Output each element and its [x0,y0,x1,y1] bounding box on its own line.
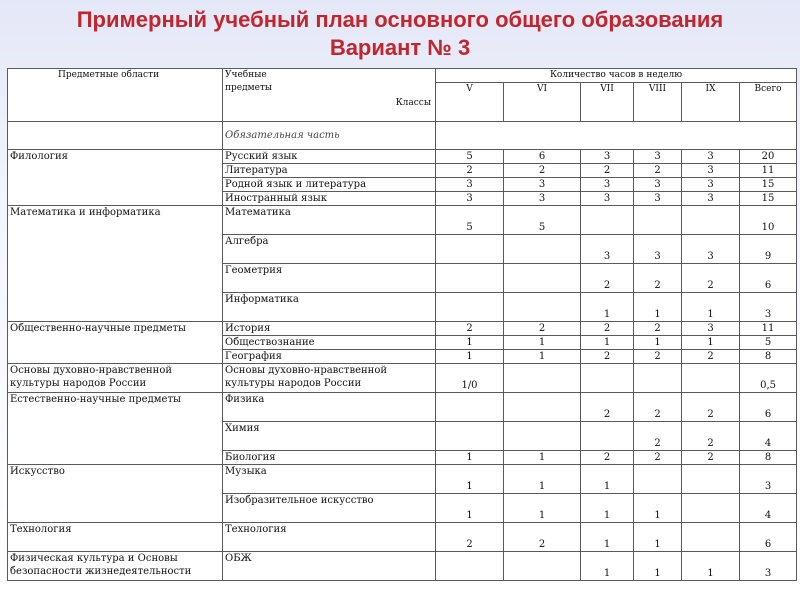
subject-area-cell: Естественно-научные предметы [8,393,223,465]
hours-cell: 1 [634,293,682,322]
hours-cell: 2 [436,523,504,552]
hours-cell [682,523,740,552]
hours-cell: 3 [682,164,740,178]
subject-cell: Алгебра [223,235,436,264]
subject-area-cell: Основы духовно-нравственной культуры народов России [8,364,223,393]
hours-cell [634,364,682,393]
hours-total-cell: 10 [740,206,797,235]
mandatory-area-empty [8,122,223,150]
header-grade-5: V [436,83,504,122]
hours-cell: 1 [436,494,504,523]
subject-cell: Технология [223,523,436,552]
hours-cell: 2 [581,322,634,336]
subject-area-cell: Искусство [8,465,223,523]
header-grade-7: VII [581,83,634,122]
hours-cell: 3 [682,178,740,192]
header-hours: Количество часов в неделю [436,69,797,83]
hours-cell: 2 [634,451,682,465]
hours-cell: 5 [436,206,504,235]
header-grade-6: VI [504,83,581,122]
hours-cell: 1 [682,336,740,350]
hours-cell: 2 [634,350,682,364]
hours-cell: 3 [581,235,634,264]
hours-cell [504,264,581,293]
hours-cell: 1 [436,350,504,364]
hours-total-cell: 15 [740,192,797,206]
table-row [8,150,797,164]
subject-cell: Химия [223,422,436,451]
subject-cell: Обществознание [223,336,436,350]
subject-cell: Геометрия [223,264,436,293]
hours-cell: 2 [581,164,634,178]
hours-cell [436,235,504,264]
curriculum-table [7,68,797,581]
hours-cell [634,465,682,494]
hours-total-cell: 3 [740,552,797,581]
hours-cell: 2 [634,164,682,178]
hours-cell: 2 [682,264,740,293]
hours-total-cell: 3 [740,293,797,322]
hours-cell [504,235,581,264]
hours-cell [581,364,634,393]
hours-cell: 3 [682,322,740,336]
hours-cell: 2 [504,322,581,336]
page-title [0,6,800,62]
hours-cell: 1 [634,494,682,523]
hours-cell: 1 [504,465,581,494]
hours-cell: 2 [682,393,740,422]
hours-cell: 1 [634,336,682,350]
hours-total-cell: 8 [740,350,797,364]
hours-cell: 1 [436,336,504,350]
mandatory-hours-empty [436,122,797,150]
hours-cell: 6 [504,150,581,164]
header-grade-9: IX [682,83,740,122]
hours-cell: 1 [504,336,581,350]
hours-cell: 2 [682,451,740,465]
hours-cell: 1 [504,494,581,523]
hours-total-cell: 8 [740,451,797,465]
hours-cell: 3 [581,150,634,164]
hours-total-cell: 0,5 [740,364,797,393]
hours-cell: 2 [634,264,682,293]
subject-cell: Музыка [223,465,436,494]
hours-cell: 1 [581,336,634,350]
subject-cell: География [223,350,436,364]
hours-cell: 3 [436,178,504,192]
title-line-1: Примерный учебный план основного общего образования [76,7,724,32]
subject-area-cell: Филология [8,150,223,206]
hours-total-cell: 6 [740,393,797,422]
hours-cell: 3 [504,178,581,192]
hours-cell: 3 [436,192,504,206]
hours-cell [682,494,740,523]
hours-cell: 2 [682,350,740,364]
hours-cell: 3 [682,192,740,206]
hours-cell: 3 [682,235,740,264]
table-row [8,552,797,581]
hours-cell: 1 [634,552,682,581]
header-subjects [223,69,436,122]
table-row [8,393,797,422]
hours-cell: 1 [504,451,581,465]
hours-cell [581,206,634,235]
hours-cell: 1 [581,494,634,523]
table-row [8,523,797,552]
hours-total-cell: 4 [740,422,797,451]
subject-area-cell: Математика и информатика [8,206,223,322]
table-row [8,364,797,393]
hours-cell: 5 [436,150,504,164]
hours-cell: 3 [581,192,634,206]
hours-cell: 2 [581,393,634,422]
hours-cell [682,206,740,235]
hours-cell: 3 [634,192,682,206]
subject-area-cell: Технология [8,523,223,552]
subject-cell: Основы духовно-нравственной культуры народов России [223,364,436,393]
hours-cell: 3 [581,178,634,192]
hours-total-cell: 9 [740,235,797,264]
header-row [8,69,797,83]
hours-cell: 3 [634,235,682,264]
hours-cell: 2 [634,393,682,422]
hours-total-cell: 6 [740,523,797,552]
table-row [8,206,797,235]
subject-area-cell: Общественно-научные предметы [8,322,223,364]
table-row [8,322,797,336]
hours-cell: 2 [634,322,682,336]
subject-cell: Информатика [223,293,436,322]
hours-cell [634,206,682,235]
hours-cell [436,264,504,293]
hours-cell [682,465,740,494]
hours-cell: 3 [504,192,581,206]
hours-cell [436,422,504,451]
hours-cell [581,422,634,451]
hours-cell: 1 [581,523,634,552]
hours-cell: 2 [634,422,682,451]
hours-cell [436,293,504,322]
hours-cell [504,552,581,581]
hours-cell: 2 [581,350,634,364]
subject-cell: ОБЖ [223,552,436,581]
hours-cell: 1/0 [436,364,504,393]
mandatory-label: Обязательная часть [223,122,436,150]
mandatory-row [8,122,797,150]
header-grade-total: Всего [740,83,797,122]
header-classes-label: Классы [395,98,431,108]
hours-cell: 1 [504,350,581,364]
hours-cell [682,364,740,393]
header-areas: Предметные области [8,69,223,122]
hours-cell [436,393,504,422]
hours-cell: 1 [682,293,740,322]
hours-cell: 1 [682,552,740,581]
hours-cell: 2 [581,451,634,465]
hours-cell: 2 [504,523,581,552]
hours-cell: 2 [682,422,740,451]
hours-cell: 2 [504,164,581,178]
subject-cell: Математика [223,206,436,235]
subject-cell: Русский язык [223,150,436,164]
title-line-2: Вариант № 3 [329,35,471,60]
header-grade-8: VIII [634,83,682,122]
hours-total-cell: 11 [740,322,797,336]
hours-total-cell: 11 [740,164,797,178]
subject-cell: Изобразительное искусство [223,494,436,523]
hours-total-cell: 5 [740,336,797,350]
subject-cell: История [223,322,436,336]
curriculum-table-container [7,68,796,581]
hours-cell: 2 [436,322,504,336]
hours-cell: 1 [634,523,682,552]
hours-cell: 3 [634,150,682,164]
subject-area-cell: Физическая культура и Основы безопасности жизнедеятельности [8,552,223,581]
hours-total-cell: 3 [740,465,797,494]
hours-total-cell: 4 [740,494,797,523]
hours-total-cell: 15 [740,178,797,192]
hours-cell: 2 [581,264,634,293]
hours-cell [504,293,581,322]
header-subjects-label: Учебные предметы [225,70,273,93]
hours-cell: 1 [436,465,504,494]
hours-cell: 1 [581,552,634,581]
subject-cell: Родной язык и литература [223,178,436,192]
table-row [8,465,797,494]
hours-total-cell: 6 [740,264,797,293]
hours-cell: 1 [436,451,504,465]
hours-cell: 2 [436,164,504,178]
subject-cell: Иностранный язык [223,192,436,206]
hours-cell [504,422,581,451]
subject-cell: Физика [223,393,436,422]
hours-cell: 3 [682,150,740,164]
subject-cell: Литература [223,164,436,178]
hours-cell [504,364,581,393]
hours-cell: 5 [504,206,581,235]
hours-cell: 1 [581,465,634,494]
hours-cell [504,393,581,422]
hours-cell: 1 [581,293,634,322]
hours-cell [436,552,504,581]
hours-total-cell: 20 [740,150,797,164]
hours-cell: 3 [634,178,682,192]
subject-cell: Биология [223,451,436,465]
